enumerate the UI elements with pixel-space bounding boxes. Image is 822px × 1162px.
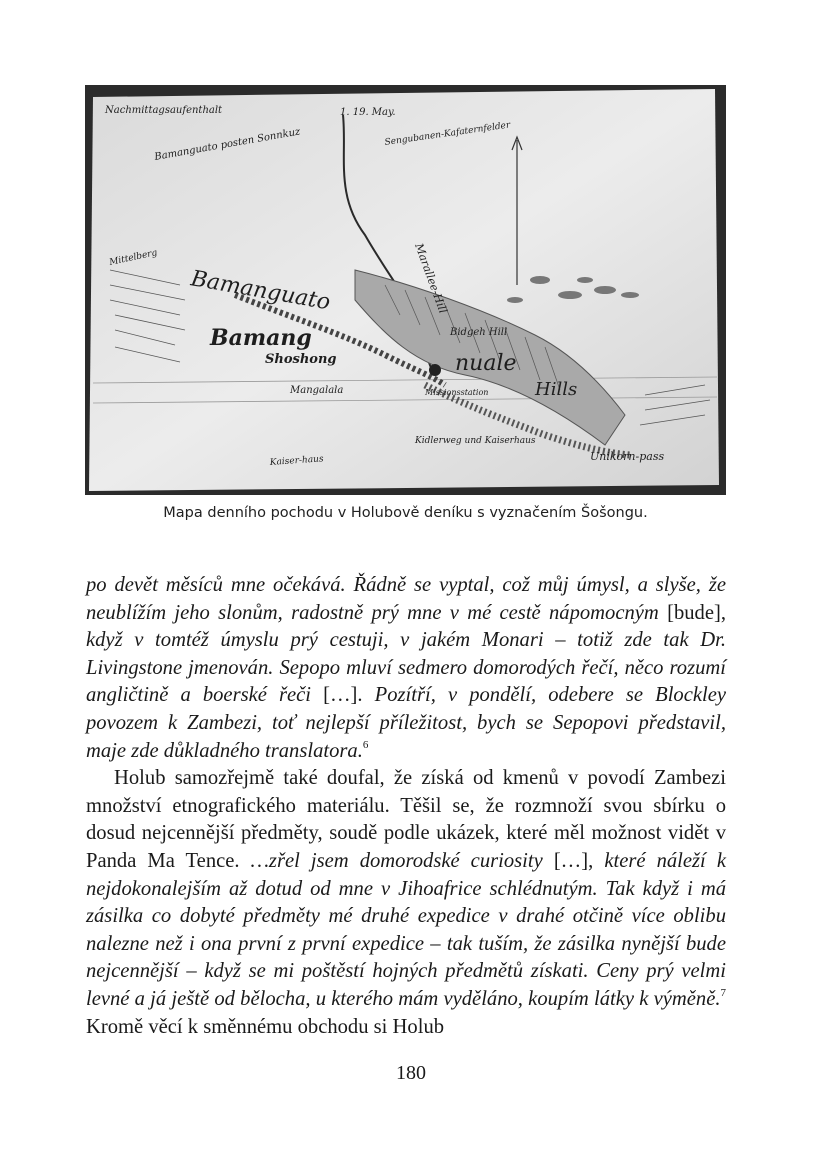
page-number: 180	[396, 1062, 426, 1084]
paragraph-2	[86, 765, 726, 1041]
p1-seg-2: [bude],	[667, 601, 726, 624]
map-label-shoshong: Shoshong	[265, 352, 337, 367]
p1-seg-5: Pozítří, v pondělí, odebere se Blockley povozem k Zambezi, toť nejlepší příležitost, bych se Sepopovi představil, maje zde důkladného translatora.	[86, 684, 727, 762]
settlement-mark	[429, 364, 441, 376]
map-label-bottom-road: Kaiser-haus	[269, 454, 324, 468]
p1-seg-1: po devět měsíců mne očekává. Řádně se vyptal, což můj úmysl, a slyše, že neublížím jeho slonům, radostně prý mne v mé cestě nápomocným	[86, 574, 726, 624]
map-label-vertical-note: Sengubanen-Kafaternfelder	[384, 120, 511, 148]
map-label-bamangwato-note: Bamanguato posten Sonnkuz	[153, 126, 302, 163]
figure-caption: Mapa denního pochodu v Holubově deníku s vyznačením Šošongu.	[163, 505, 648, 521]
p1-seg-3: když v tomtéž úmyslu prý cestuji, v jakém Monari – totiž zde tak Dr. Livingstone jmenován. Sepopo mluví sedmero domorodých řečí, něco rozumí angličtině a boerské řeči	[86, 629, 726, 707]
p2-seg-1: Holub samozřejmě také doufal, že získá od kmenů v povodí Zambezi množství etnografického materiálu. Těšil se, že rozmnoží svou sbírku o dosud nejcennější předměty, soudě podle ukázek, které měl možnost vidět v Panda Ma Tence.	[86, 767, 726, 872]
p2-tail: Kromě věcí k směnnému obchodu si Holub	[86, 1015, 445, 1038]
map-label-nuale: nuale	[455, 351, 517, 376]
map-label-left-notes: Mittelberg	[108, 248, 159, 268]
footnote-ref-7[interactable]: 7	[720, 986, 726, 999]
body-text	[86, 572, 726, 1041]
map-label-top-left: Nachmittagsaufenthalt	[105, 105, 223, 116]
p2-seg-3: […],	[553, 849, 605, 872]
p2-seg-4: které náleží k nejdokonalejším až dotud od mne v Jihoafrice schlédnutým. Tak když i má zásilka co dobyté předměty mé druhé expedice v drahé otčině více oblibu nalezne než i ona první z první expedice – tak tuším, že zásilka nynější bude nejcennější – když se mi poštěstí hojných předmětů získati. Ceny prý velmi levné a já ještě od bělocha, u kterého mám vyděláno, koupím látky k výměně.	[86, 849, 726, 1010]
map-drawing	[85, 85, 726, 495]
map-label-mangalala: Mangalala	[290, 385, 344, 396]
p2-seg-2: …zřel jsem domorodské curiosity	[250, 849, 554, 872]
map-label-bamang: Bamang	[210, 325, 312, 351]
map-label-bamanguato: Bamanguato	[188, 266, 333, 316]
map-label-bottom-note: Kidlerweg und Kaiserhaus	[415, 436, 536, 446]
map-label-date: 1. 19. May.	[340, 107, 396, 118]
map-label-right-bottom: Unikorn-pass	[590, 450, 665, 463]
paragraph-1	[86, 572, 726, 765]
footnote-ref-6[interactable]: 6	[362, 738, 369, 751]
map-label-bidgeh-hill: Bidgeh Hill	[450, 327, 508, 338]
map-figure	[85, 85, 726, 495]
p1-seg-4: […].	[323, 684, 375, 707]
map-label-hills: Hills	[535, 379, 578, 400]
map-label-mission: Missionsstation	[425, 388, 489, 397]
map-label-maralloe-hill: Marallee-Hill	[412, 241, 450, 316]
